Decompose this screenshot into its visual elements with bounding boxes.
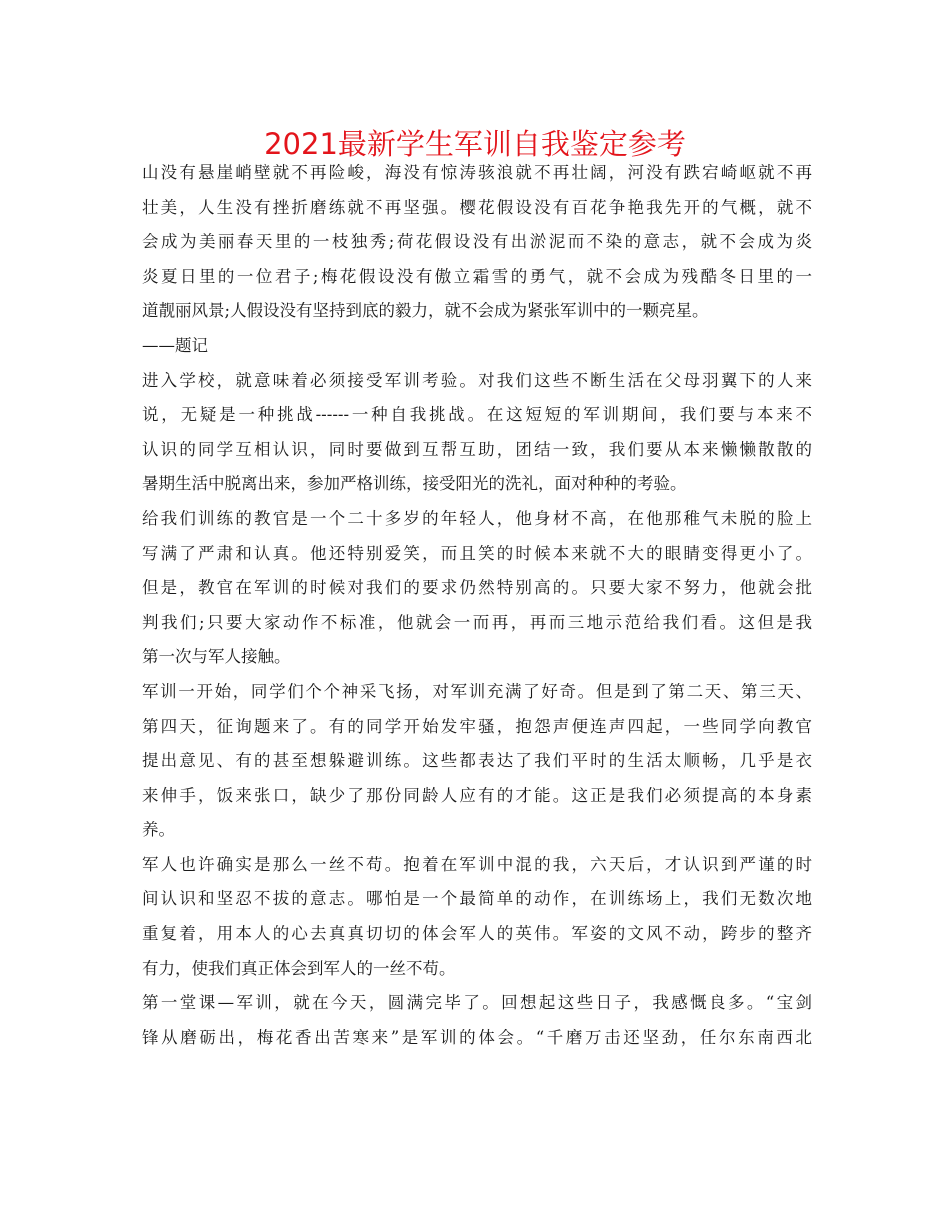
body-text-line: 重复着，用本人的心去真真切切的体会军人的英伟。军姿的文风不动，跨步的整齐 bbox=[142, 924, 812, 944]
body-text-line: 间认识和坚忍不拔的意志。哪怕是一个最简单的动作，在训练场上，我们无数次地 bbox=[142, 889, 812, 909]
body-text-line: 但是，教官在军训的时候对我们的要求仍然特别高的。只要大家不努力，他就会批 bbox=[142, 578, 812, 598]
body-text-line: 炎夏日里的一位君子;梅花假设没有傲立霜雪的勇气，就不会成为残酷冬日里的一 bbox=[142, 266, 812, 286]
body-text-line: 道靓丽风景;人假设没有坚持到底的毅力，就不会成为紧张军训中的一颗亮星。 bbox=[142, 301, 709, 321]
body-text-line: 会成为美丽春天里的一枝独秀;荷花假设没有出淤泥而不染的意志，就不会成为炎 bbox=[142, 232, 812, 252]
document-title: 2021最新学生军训自我鉴定参考 bbox=[264, 127, 686, 161]
body-text-line: 给我们训练的教官是一个二十多岁的年轻人，他身材不高，在他那稚气未脱的脸上 bbox=[142, 508, 812, 528]
body-text-line: 山没有悬崖峭壁就不再险峻，海没有惊涛骇浪就不再壮阔，河没有跌宕崎岖就不再 bbox=[142, 163, 812, 182]
body-text-line: 暑期生活中脱离出来，参加严格训练，接受阳光的洗礼，面对种种的考验。 bbox=[142, 474, 687, 494]
body-text-line: 第一堂课—军训，就在今天，圆满完毕了。回想起这些日子，我感慨良多。“宝剑 bbox=[142, 993, 812, 1013]
body-text-line: 提出意见、有的甚至想躲避训练。这些都表达了我们平时的生活太顺畅，几乎是衣 bbox=[142, 751, 812, 771]
body-text-line: 第一次与军人接触。 bbox=[142, 647, 291, 667]
body-text-line: 壮美，人生没有挫折磨练就不再坚强。樱花假设没有百花争艳我先开的气概，就不 bbox=[142, 197, 812, 217]
body-text-line: 来伸手，饭来张口，缺少了那份同龄人应有的才能。这正是我们必须提高的本身素 bbox=[142, 785, 812, 805]
body-text-line: 说，无疑是一种挑战------一种自我挑战。在这短短的军训期间，我们要与本来不 bbox=[142, 405, 812, 425]
document-body bbox=[142, 156, 812, 1055]
body-text-line: ——题记 bbox=[142, 335, 208, 355]
body-text-line: 军人也许确实是那么一丝不苟。抱着在军训中混的我，六天后，才认识到严谨的时 bbox=[142, 854, 812, 874]
body-text-line: 养。 bbox=[142, 820, 175, 840]
body-text-line: 有力，使我们真正体会到军人的一丝不苟。 bbox=[142, 958, 456, 978]
body-text-line: 军训一开始，同学们个个神采飞扬，对军训充满了好奇。但是到了第二天、第三天、 bbox=[142, 681, 812, 701]
body-text-line: 进入学校，就意味着必须接受军训考验。对我们这些不断生活在父母羽翼下的人来 bbox=[142, 370, 812, 390]
body-text-line: 第四天，征询题来了。有的同学开始发牢骚，抱怨声便连声四起，一些同学向教官 bbox=[142, 716, 812, 736]
body-text-line: 判我们;只要大家动作不标准，他就会一而再，再而三地示范给我们看。这但是我 bbox=[142, 612, 812, 632]
body-text-line: 认识的同学互相认识，同时要做到互帮互助，团结一致，我们要从本来懒懒散散的 bbox=[142, 439, 812, 459]
body-text-line: 写满了严肃和认真。他还特别爱笑，而且笑的时候本来就不大的眼睛变得更小了。 bbox=[142, 543, 812, 563]
body-text-line: 锋从磨砺出，梅花香出苦寒来”是军训的体会。“千磨万击还坚劲，任尔东南西北 bbox=[142, 1027, 812, 1047]
